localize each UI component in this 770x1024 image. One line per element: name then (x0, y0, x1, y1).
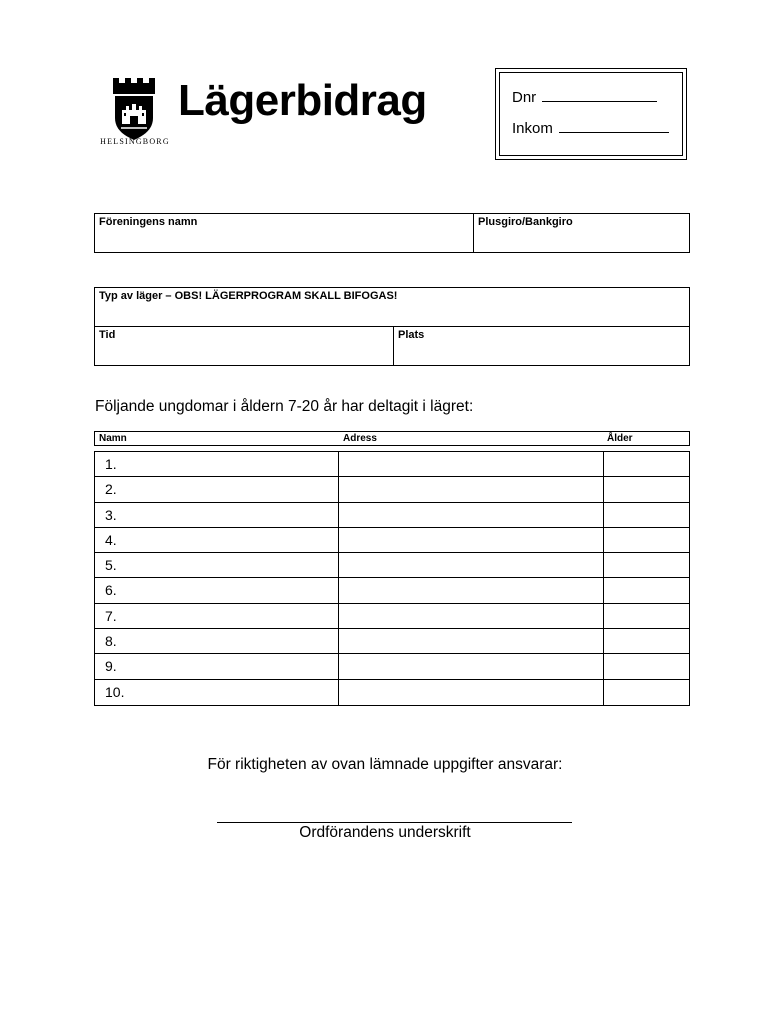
inkom-row[interactable] (512, 120, 669, 137)
table-row[interactable] (95, 503, 689, 528)
signature-label: Ordförandens underskrift (299, 824, 471, 841)
table-row[interactable] (95, 528, 689, 553)
column-header-age: Ålder (607, 433, 633, 444)
row-number: 6. (105, 582, 117, 599)
table-row[interactable] (95, 553, 689, 578)
participants-table-header (94, 431, 690, 446)
row-number: 1. (105, 456, 117, 472)
row-number: 5. (105, 557, 117, 574)
logo-text: HELSINGBORG (100, 137, 170, 146)
dnr-row[interactable] (512, 89, 657, 106)
table-row[interactable] (95, 654, 689, 679)
row-number: 2. (105, 481, 117, 498)
helsingborg-logo-icon (103, 74, 163, 146)
responsibility-text: För riktigheten av ovan lämnade uppgifter ansvarar: (207, 756, 563, 773)
table-row[interactable] (95, 629, 689, 654)
column-header-address: Adress (343, 433, 377, 444)
inkom-line (559, 131, 669, 133)
camp-type-field[interactable] (94, 287, 690, 327)
inkom-label: Inkom (512, 120, 553, 137)
registration-box (495, 68, 687, 160)
time-label: Tid (99, 329, 116, 341)
dnr-line (542, 100, 657, 102)
table-row[interactable] (95, 452, 689, 477)
giro-label: Plusgiro/Bankgiro (478, 216, 573, 228)
place-label: Plats (398, 329, 425, 341)
row-number: 3. (105, 506, 117, 523)
dnr-label: Dnr (512, 89, 537, 106)
time-field[interactable] (94, 326, 394, 366)
column-header-name: Namn (99, 433, 127, 444)
participants-intro: Följande ungdomar i åldern 7-20 år har deltagit i lägret: (95, 398, 474, 415)
row-number: 9. (105, 658, 117, 675)
table-row[interactable] (95, 578, 689, 603)
row-number: 4. (105, 531, 117, 548)
camp-type-label: Typ av läger – OBS! LÄGERPROGRAM SKALL BIFOGAS! (99, 290, 398, 302)
participants-table (94, 451, 690, 706)
association-name-field[interactable] (94, 213, 474, 253)
table-row[interactable] (95, 680, 689, 705)
row-number: 10. (105, 683, 125, 700)
row-number: 8. (105, 633, 117, 650)
place-field[interactable] (393, 326, 690, 366)
table-row[interactable] (95, 477, 689, 502)
signature-line[interactable] (217, 822, 572, 823)
association-name-label: Föreningens namn (99, 216, 198, 228)
row-number: 7. (105, 607, 117, 624)
page-title: Lägerbidrag (178, 76, 427, 125)
table-row[interactable] (95, 604, 689, 629)
giro-field[interactable] (473, 213, 690, 253)
